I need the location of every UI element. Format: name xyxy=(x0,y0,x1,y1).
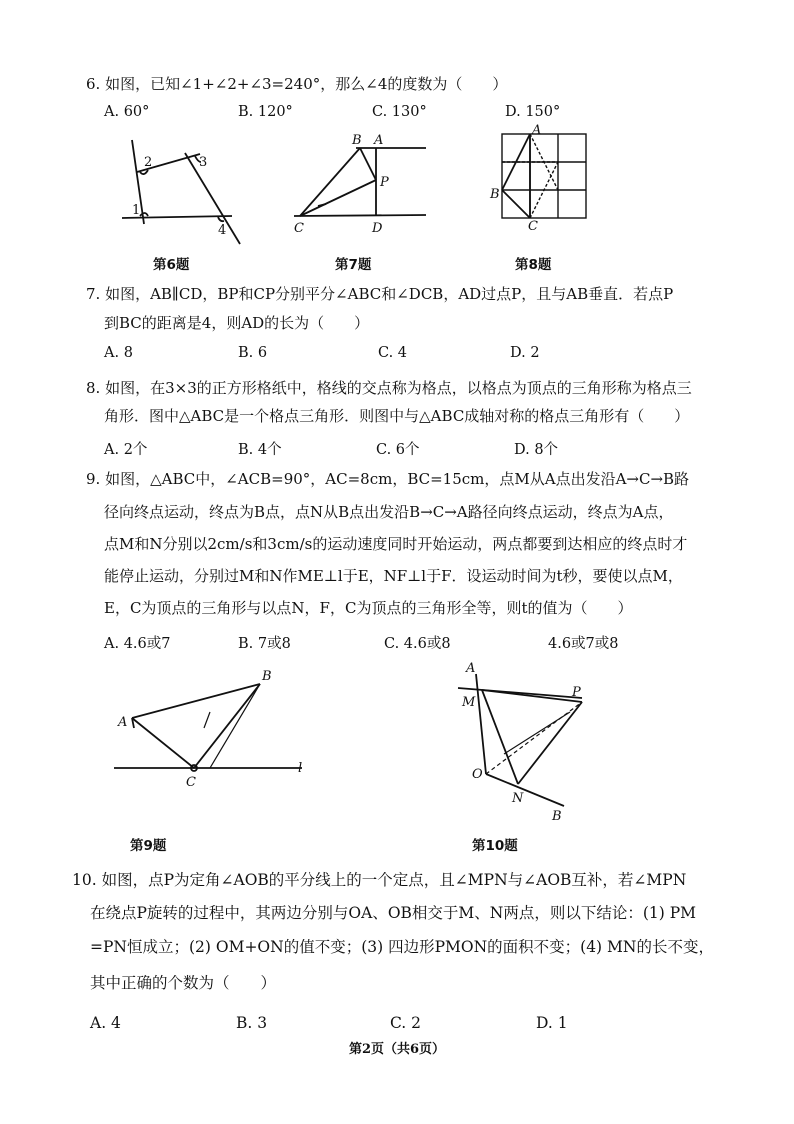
q10-option-a: A. 4 xyxy=(90,1014,121,1032)
q6-option-b: B. 120° xyxy=(238,104,293,120)
caption-fig8: 第8题 xyxy=(515,257,552,273)
fig6-label-4: 4 xyxy=(218,223,227,238)
q7-option-c: C. 4 xyxy=(378,345,408,361)
q6-option-d: D. 150° xyxy=(505,104,561,120)
fig8-label-b: B xyxy=(490,187,500,202)
fig10-label-o: O xyxy=(472,767,483,782)
q8-option-c: C. 6个 xyxy=(376,442,420,458)
fig10-label-p: P xyxy=(572,685,581,700)
q10-option-b: B. 3 xyxy=(236,1014,268,1032)
q6-option-a: A. 60° xyxy=(104,104,150,120)
q9-line-5: E，C为顶点的三角形与以点N，F，C为顶点的三角形全等，则t的值为（ ） xyxy=(104,599,633,617)
fig10-label-a: A xyxy=(466,661,476,676)
fig6-label-2: 2 xyxy=(144,155,153,170)
fig6-label-3: 3 xyxy=(199,155,208,170)
q10-line-4: 其中正确的个数为（ ） xyxy=(90,974,277,992)
fig10-label-m: M xyxy=(462,695,476,710)
q10-option-d: D. 1 xyxy=(536,1014,568,1032)
fig9-label-l: l xyxy=(298,761,303,776)
q7-option-a: A. 8 xyxy=(104,345,133,361)
q9-line-2: 径向终点运动，终点为B点，点N从B点出发沿B→C→A路径向终点运动，终点为A点， xyxy=(104,503,674,521)
q8-option-d: D. 8个 xyxy=(514,442,559,458)
fig9-label-c: C xyxy=(186,775,196,790)
fig7-label-a: A xyxy=(374,133,384,148)
caption-fig9: 第9题 xyxy=(130,838,167,854)
caption-fig6: 第6题 xyxy=(153,257,190,273)
page-footer: 第2页（共6页） xyxy=(348,1042,446,1057)
q10-line-3: =PN恒成立；(2) OM+ON的值不变；(3) 四边形PMON的面积不变；(4) MN的长不变， xyxy=(90,938,714,956)
figure-9 xyxy=(110,668,310,788)
q9-line-4: 能停止运动，分别过M和N作ME⊥l于E，NF⊥l于F．设运动时间为t秒，要使以点M， xyxy=(104,567,683,585)
q7-line-1: 7. 如图，AB∥CD，BP和CP分别平分∠ABC和∠DCB，AD过点P，且与AB垂直．若点P xyxy=(86,285,674,303)
q6-stem: 6. 如图，已知∠1+∠2+∠3=240°，那么∠4的度数为（ ） xyxy=(86,75,508,93)
q9-option-a: A. 4.6或7 xyxy=(104,636,171,652)
q10-line-1: 10. 如图，点P为定角∠AOB的平分线上的一个定点，且∠MPN与∠AOB互补，若∠MPN xyxy=(72,871,687,889)
q8-option-a: A. 2个 xyxy=(104,442,148,458)
fig7-label-d: D xyxy=(372,221,383,236)
caption-fig7: 第7题 xyxy=(335,257,372,273)
q6-option-c: C. 130° xyxy=(372,104,427,120)
q8-line-2: 角形．图中△ABC是一个格点三角形．则图中与△ABC成轴对称的格点三角形有（ ） xyxy=(104,407,690,425)
caption-fig10: 第10题 xyxy=(472,838,518,854)
fig8-label-a: A xyxy=(532,123,542,138)
q9-option-c: C. 4.6或8 xyxy=(384,636,451,652)
fig10-label-n: N xyxy=(512,791,524,806)
q9-option-d: 4.6或7或8 xyxy=(548,636,619,652)
q9-option-b: B. 7或8 xyxy=(238,636,291,652)
q10-line-2: 在绕点P旋转的过程中，其两边分别与OA、OB相交于M、N两点，则以下结论：(1) PM xyxy=(90,904,697,922)
figure-7 xyxy=(290,132,430,242)
fig7-label-p: P xyxy=(380,175,389,190)
fig9-label-b: B xyxy=(262,669,272,684)
fig10-label-b: B xyxy=(552,809,562,824)
q7-option-b: B. 6 xyxy=(238,345,268,361)
figure-8 xyxy=(488,123,598,236)
fig8-label-c: C xyxy=(528,219,538,234)
q9-line-1: 9. 如图，△ABC中，∠ACB=90°，AC=8cm，BC=15cm，点M从A点出发沿A→C→B路 xyxy=(86,470,690,488)
q8-line-1: 8. 如图，在3×3的正方形格纸中，格线的交点称为格点，以格点为顶点的三角形称为格点三 xyxy=(86,379,692,397)
figure-6 xyxy=(120,132,250,252)
fig6-label-1: 1 xyxy=(132,203,141,218)
q7-line-2: 到BC的距离是4，则AD的长为（ ） xyxy=(104,314,370,332)
figure-10 xyxy=(452,654,612,824)
fig9-label-a: A xyxy=(118,715,128,730)
q9-line-3: 点M和N分别以2cm/s和3cm/s的运动速度同时开始运动，两点都要到达相应的终点时才 xyxy=(104,535,688,553)
q7-option-d: D. 2 xyxy=(510,345,540,361)
q10-option-c: C. 2 xyxy=(390,1014,422,1032)
fig7-label-b: B xyxy=(352,133,362,148)
fig7-label-c: C xyxy=(294,221,304,236)
q8-option-b: B. 4个 xyxy=(238,442,282,458)
